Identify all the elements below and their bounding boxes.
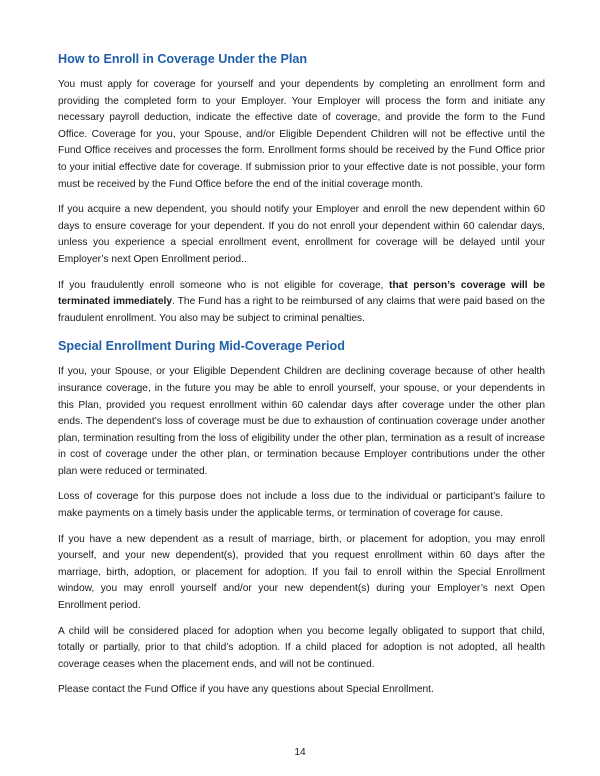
paragraph-special-1: If you, your Spouse, or your Eligible Dependent Children are declining coverage because of other health insurance coverage, in the future you may be able to enroll yourself, your spouse, or your dependents in this Plan, provided you request enrollment within 60 calendar days after coverage under the other plan ends. The dependent’s loss of coverage must be due to exhaustion of continuation coverage under another plan, termination resulting from the loss of eligibility under the other plan, termination as a result of increase in cost of coverage under the other plan, or termination because Employer contributions under the other plan were reduced or terminated.	[58, 366, 545, 477]
paragraph-enroll-3-end: . The Fund has a right to be reimbursed of any claims that were paid based on the fraudulent enrollment. You also may be subject to criminal penalties.	[58, 296, 545, 324]
paragraph-special-2: Loss of coverage for this purpose does not include a loss due to the individual or participant’s failure to make payments on a timely basis under the applicable terms, or termination of coverage for cause.	[58, 491, 545, 520]
page-number: 14	[294, 747, 306, 758]
paragraph-special-4: A child will be considered placed for adoption when you become legally obligated to support that child, totally or partially, prior to that child’s adoption. If a child placed for adoption is not adopted, all health coverage ceases when the placement ends, and will not be continued.	[58, 625, 545, 670]
paragraph-enroll-3-start: If you fraudulently enroll someone who is not eligible for coverage,	[58, 279, 390, 291]
section-heading-enroll: How to Enroll in Coverage Under the Plan	[58, 52, 308, 66]
paragraph-enroll-3	[58, 278, 545, 328]
paragraph-enroll-1: You must apply for coverage for yourself and your dependents by completing an enrollment form and providing the completed form to your Employer. Your Employer will process the form and initiate any necessary payroll deduction, indicate the effective date of coverage, and provide the form to the Fund Office. Coverage for you, your Spouse, and/or Eligible Dependent Children will not be effective until the Fund Office receives and processes the form. Enrollment forms should be received by the Fund Office prior to your initial effective date for coverage. If submission prior to your effective date is not possible, your form must be received by the Fund Office before the end of the initial coverage month.	[58, 79, 545, 190]
paragraph-enroll-2: If you acquire a new dependent, you should notify your Employer and enroll the new dependent within 60 days to ensure coverage for your dependent. If you do not enroll your dependent within 60 calendar days, unless you experience a special enrollment event, enrollment for coverage will be delayed until your Employer’s next Open Enrollment period..	[58, 204, 545, 265]
document-page	[58, 50, 545, 708]
paragraph-special-5: Please contact the Fund Office if you have any questions about Special Enrollment.	[58, 684, 434, 696]
paragraph-special-3: If you have a new dependent as a result of marriage, birth, or placement for adoption, you may enroll yourself, and your new dependent(s), provided that you request enrollment within 60 days after the marriage, birth, adoption, or placement for adoption. If you fail to enroll within the Special Enrollment window, you may enroll yourself and/or your new dependent(s) during your Employer’s next Open Enrollment period.	[58, 533, 545, 612]
paragraph-enroll-3-emphasis: that person’s coverage will be terminated immediately	[58, 279, 545, 308]
section-heading-special-enrollment: Special Enrollment During Mid-Coverage Period	[58, 339, 345, 354]
